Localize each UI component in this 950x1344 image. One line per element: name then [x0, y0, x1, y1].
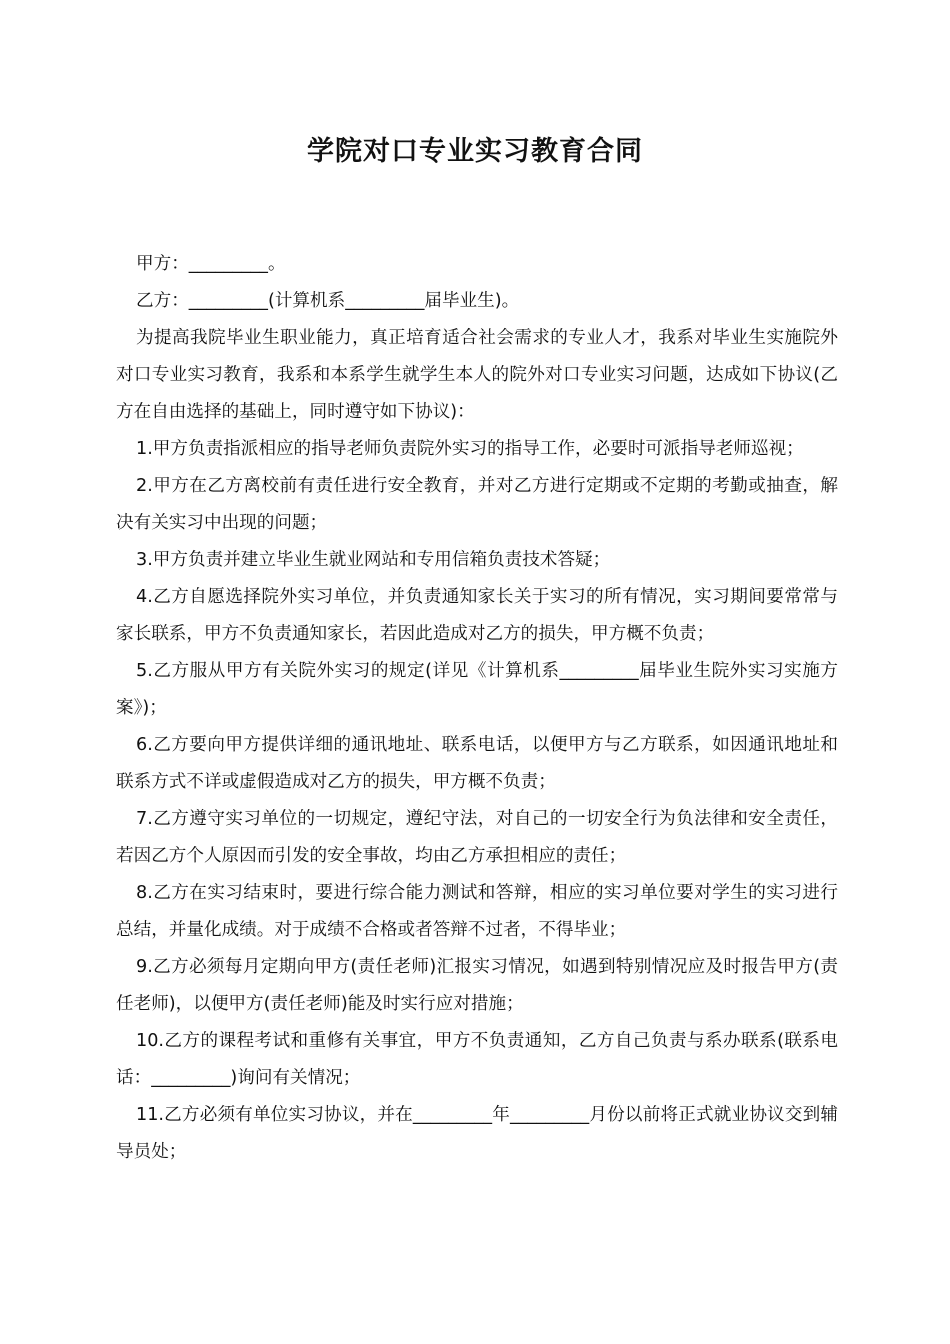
clause-4: 4.乙方自愿选择院外实习单位，并负责通知家长关于实习的所有情况，实习期间要常常与家长联系，甲方不负责通知家长，若因此造成对乙方的损失，甲方概不负责； [116, 587, 838, 644]
party-a-line: 甲方：_________。 [136, 254, 286, 274]
document-title: 学院对口专业实习教育合同 [307, 136, 643, 167]
clause-8: 8.乙方在实习结束时，要进行综合能力测试和答辩，相应的实习单位要对学生的实习进行总结，并量化成绩。对于成绩不合格或者答辩不过者，不得毕业； [116, 883, 838, 940]
clause-6: 6.乙方要向甲方提供详细的通讯地址、联系电话，以便甲方与乙方联系，如因通讯地址和联系方式不详或虚假造成对乙方的损失，甲方概不负责； [116, 735, 838, 792]
clause-1: 1.甲方负责指派相应的指导老师负责院外实习的指导工作，必要时可派指导老师巡视； [136, 439, 804, 459]
clause-10: 10.乙方的课程考试和重修有关事宜，甲方不负责通知，乙方自己负责与系办联系(联系电话：_________)询问有关情况； [116, 1031, 838, 1088]
clause-3: 3.甲方负责并建立毕业生就业网站和专用信箱负责技术答疑； [136, 550, 611, 570]
clause-11: 11.乙方必须有单位实习协议，并在_________年_________月份以前将正式就业协议交到辅导员处； [116, 1105, 838, 1162]
preamble-paragraph: 为提高我院毕业生职业能力，真正培育适合社会需求的专业人才，我系对毕业生实施院外对口专业实习教育，我系和本系学生就学生本人的院外对口专业实习问题，达成如下协议(乙方在自由选择的基础上，同时遵守如下协议)： [116, 328, 838, 422]
party-b-line: 乙方：_________(计算机系_________届毕业生)。 [136, 291, 520, 311]
document-body [116, 246, 838, 1171]
clause-5: 5.乙方服从甲方有关院外实习的规定(详见《计算机系_________届毕业生院外实习实施方案》)； [116, 661, 838, 718]
clause-7: 7.乙方遵守实习单位的一切规定，遵纪守法，对自己的一切安全行为负法律和安全责任，若因乙方个人原因而引发的安全事故，均由乙方承担相应的责任； [116, 809, 838, 866]
clause-9: 9.乙方必须每月定期向甲方(责任老师)汇报实习情况，如遇到特别情况应及时报告甲方(责任老师)，以便甲方(责任老师)能及时实行应对措施； [116, 957, 838, 1014]
clause-2: 2.甲方在乙方离校前有责任进行安全教育，并对乙方进行定期或不定期的考勤或抽查，解决有关实习中出现的问题； [116, 476, 838, 533]
